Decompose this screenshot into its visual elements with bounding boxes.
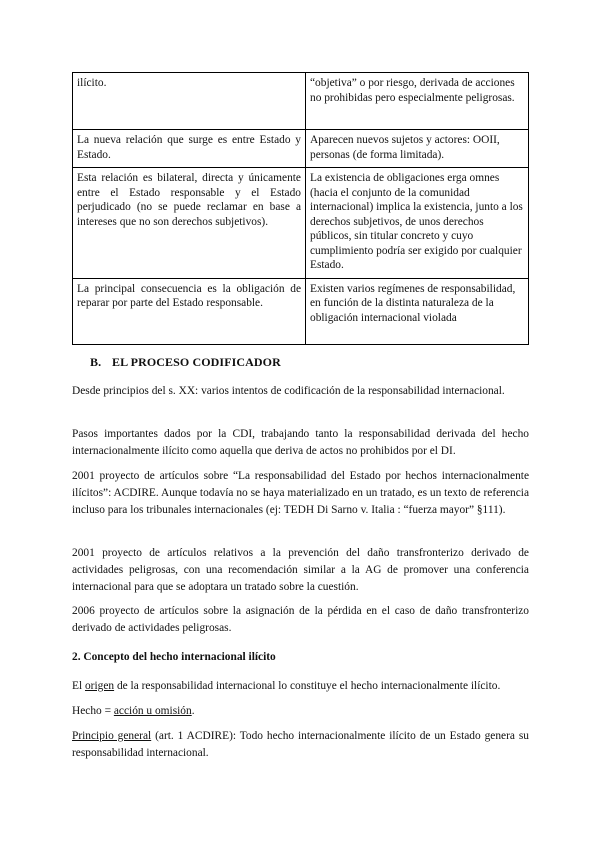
origin-post: de la responsabilidad internacional lo constituye el hecho internacionalmente ilícito. — [114, 680, 501, 692]
table-cell-right: La existencia de obligaciones erga omnes (hacia el conjunto de la comunidad internacional) implica la existencia, junto a los derechos subjetivos, de unos derechos públicos, sin titular concreto y cuyo cumplimiento podría ser exigido por cualquier Estado. — [306, 168, 529, 279]
paragraph-loss-allocation-2006: 2006 proyecto de artículos sobre la asignación de la pérdida en el caso de daño transfronterizo derivado de actividades peligrosas. — [72, 605, 529, 634]
comparison-table — [72, 72, 529, 345]
hecho-underlined: acción u omisión — [113, 705, 192, 717]
origin-underlined: origen — [84, 680, 115, 692]
principio-underlined: Principio general — [72, 730, 152, 742]
table-cell-left: Esta relación es bilateral, directa y únicamente entre el Estado responsable y el Estado perjudicado (no se puede reclamar en base a intereses que no son derechos subjetivos). — [73, 168, 306, 279]
table-row — [73, 73, 529, 130]
table-row — [73, 278, 529, 344]
table-row — [73, 168, 529, 279]
table-cell-left: ilícito. — [73, 73, 306, 130]
table-row — [73, 130, 529, 168]
hecho-post: . — [191, 705, 195, 717]
paragraph-principio — [72, 728, 529, 762]
paragraph-cdi-steps: Pasos importantes dados por la CDI, trabajando tanto la responsabilidad derivada del hecho internacionalmente ilícito como aquella que deriva de actos no prohibidos por el DI. — [72, 428, 529, 457]
table-cell-right: Aparecen nuevos sujetos y actores: OOII, personas (de forma limitada). — [306, 130, 529, 168]
principio-post: (art. 1 ACDIRE): Todo hecho internacionalmente ilícito de un Estado genera su responsabilidad internacional. — [72, 730, 529, 759]
table-cell-left: La principal consecuencia es la obligación de reparar por parte del Estado responsable. — [73, 278, 306, 344]
table-cell-left: La nueva relación que surge es entre Estado y Estado. — [73, 130, 306, 168]
origin-pre: El — [72, 680, 85, 692]
paragraph-acdire-2001: 2001 proyecto de artículos sobre “La responsabilidad del Estado por hechos internacionalmente ilícitos”: ACDIRE. Aunque todavía no se haya materializado en un tratado, es un texto de referencia incluso para los tribunales internacionales (ej: TEDH Di Sarno v. Italia : “fuerza mayor” §111). — [72, 470, 529, 516]
section-letter: B. — [90, 355, 102, 369]
paragraph-hecho — [72, 703, 529, 720]
paragraph-origin — [72, 678, 529, 695]
hecho-pre: Hecho = — [72, 705, 114, 717]
paragraph-prevention-2001: 2001 proyecto de artículos relativos a la prevención del daño transfronterizo derivado de actividades peligrosas, con una recomendación similar a la AG de promover una conferencia internacional para que se adoptara un tratado sobre la cuestión. — [72, 547, 529, 593]
section-heading — [90, 355, 281, 370]
paragraph-codification-attempts: Desde principios del s. XX: varios intentos de codificación de la responsabilidad internacional. — [72, 385, 505, 397]
section-title-text: EL PROCESO CODIFICADOR — [112, 355, 281, 369]
subsection-heading: 2. Concepto del hecho internacional ilícito — [72, 651, 276, 663]
table-cell-right: “objetiva” o por riesgo, derivada de acciones no prohibidas pero especialmente peligrosas. — [306, 73, 529, 130]
table-cell-right: Existen varios regímenes de responsabilidad, en función de la distinta naturaleza de la obligación internacional violada — [306, 278, 529, 344]
